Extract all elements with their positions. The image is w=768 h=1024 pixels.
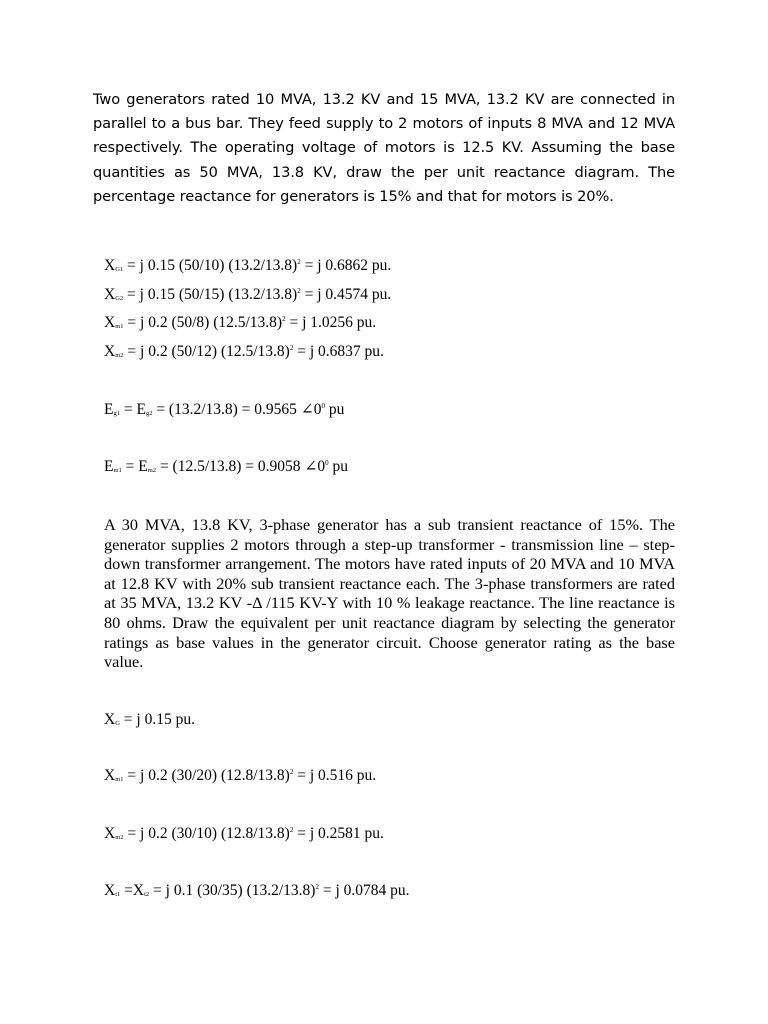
expression: = j 0.15 (50/10) (13.2/13.8)	[123, 257, 298, 274]
subscript: m1	[115, 323, 124, 330]
symbol: X	[104, 711, 116, 728]
equation-em	[104, 457, 704, 477]
subscript: t2	[144, 891, 150, 898]
subscript: g2	[145, 410, 153, 417]
result: = j 0.4574 pu.	[300, 286, 392, 303]
symbol: X	[104, 882, 116, 899]
problem-1-statement: Two generators rated 10 MVA, 13.2 KV and 15 MVA, 13.2 KV are connected in parallel to a bus bar. They feed supply to 2 motors of inputs 8 MVA and 12 MVA respectively. The operating voltage of motors is 12.5 KV. Assuming the base quantities as 50 MVA, 13.8 KV, draw the per unit reactance diagram. The percentage reactance for generators is 15% and that for motors is 20%.	[93, 91, 675, 205]
subscript: m1	[115, 776, 124, 783]
superscript: 2	[297, 287, 301, 295]
equation-xg2	[104, 285, 704, 305]
expression: = j 0.2 (50/12) (12.5/13.8)	[123, 343, 290, 360]
equation-xg1	[104, 256, 704, 276]
result: = j 0.2581 pu.	[293, 825, 384, 842]
subscript: t1	[115, 891, 121, 898]
symbol: X	[104, 343, 116, 360]
result: pu	[325, 401, 345, 418]
subscript: m2	[115, 834, 124, 841]
symbol: X	[104, 257, 116, 274]
expression: = j 0.15 pu.	[119, 711, 195, 728]
equation-xg	[104, 710, 704, 730]
expression: = (12.5/13.8) = 0.9058 ∠0	[156, 458, 326, 475]
result: pu	[328, 458, 349, 475]
subscript: m2	[115, 352, 124, 359]
equation-xm1	[104, 313, 704, 333]
symbol: X	[104, 767, 116, 784]
superscript: 2	[297, 258, 301, 266]
subscript: m2	[147, 467, 157, 474]
equation-xm2	[104, 342, 704, 362]
expression: = j 0.15 (50/15) (13.2/13.8)	[123, 286, 298, 303]
symbol: = E	[121, 458, 148, 475]
equation-xm2-p2	[104, 824, 704, 844]
symbol: E	[104, 458, 114, 475]
expression: = (13.2/13.8) = 0.9565 ∠0	[152, 401, 322, 418]
result: = j 0.0784 pu.	[318, 882, 410, 899]
symbol: X	[104, 314, 116, 331]
symbol: E	[104, 401, 114, 418]
superscript: 2	[282, 315, 286, 323]
equation-xt	[104, 881, 704, 901]
superscript: 2	[289, 826, 294, 834]
expression: = j 0.2 (50/8) (12.5/13.8)	[123, 314, 283, 331]
result: = j 1.0256 pu.	[285, 314, 377, 331]
equation-xm1-p2	[104, 766, 704, 786]
superscript: 2	[315, 883, 319, 891]
expression: = j 0.1 (30/35) (13.2/13.8)	[149, 882, 316, 899]
superscript: 0	[321, 402, 326, 410]
subscript: G	[115, 720, 120, 727]
subscript: g1	[113, 410, 120, 417]
equation-eg	[104, 400, 704, 420]
symbol: =X	[120, 882, 145, 899]
symbol: X	[104, 286, 116, 303]
result: = j 0.6837 pu.	[293, 343, 384, 360]
symbol: X	[104, 825, 116, 842]
expression: = j 0.2 (30/10) (12.8/13.8)	[123, 825, 290, 842]
superscript: 2	[289, 344, 294, 352]
expression: = j 0.2 (30/20) (12.8/13.8)	[123, 767, 290, 784]
symbol: = E	[119, 401, 146, 418]
subscript: G2	[115, 295, 124, 302]
superscript: 2	[289, 768, 294, 776]
problem-2-statement: A 30 MVA, 13.8 KV, 3-phase generator has a sub transient reactance of 15%. The generator supplies 2 motors through a step-up transformer - transmission line – step-down transformer arrangement. The motors have rated inputs of 20 MVA and 10 MVA at 12.8 KV with 20% sub transient reactance each. The 3-phase transformers are rated at 35 MVA, 13.2 KV -Δ /115 KV-Y with 10 % leakage reactance. The line reactance is 80 ohms. Draw the equivalent per unit reactance diagram by selecting the generator ratings as base values in the generator circuit. Choose generator rating as the base value.	[104, 515, 675, 672]
result: = j 0.516 pu.	[293, 767, 377, 784]
subscript: G1	[115, 266, 124, 273]
subscript: m1	[113, 467, 122, 474]
superscript: 0	[325, 459, 329, 467]
result: = j 0.6862 pu.	[300, 257, 392, 274]
